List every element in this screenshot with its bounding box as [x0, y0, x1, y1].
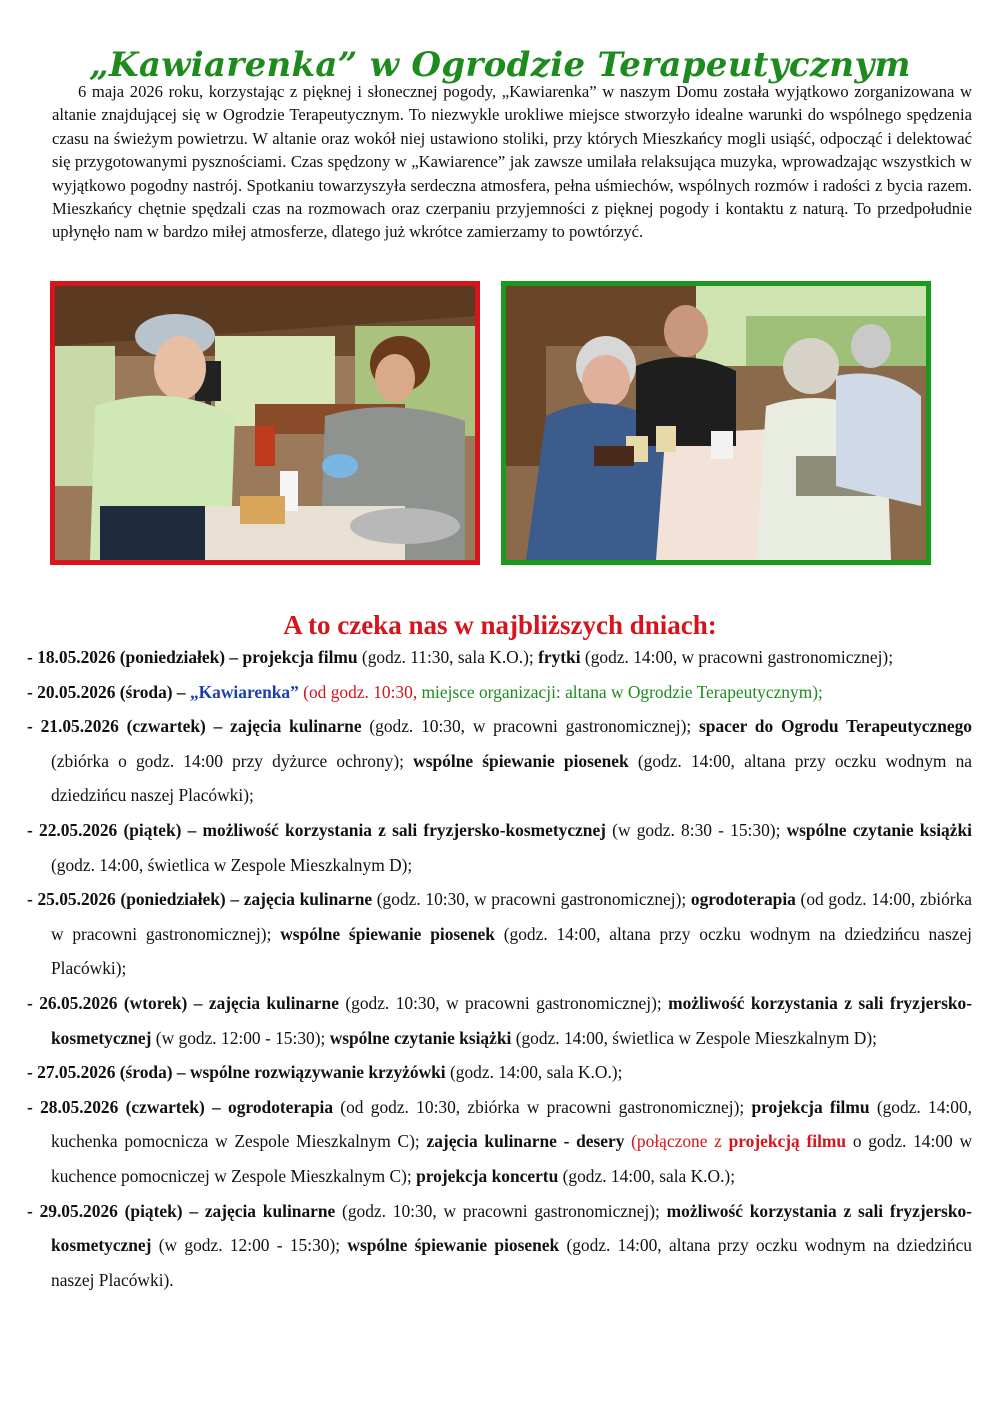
schedule-item	[27, 813, 972, 882]
photo-serving-food	[50, 281, 480, 565]
schedule-text: ogrodoterapia	[690, 889, 796, 910]
schedule-text: (godz. 14:00, świetlica w Zespole Mieszkalnym D);	[511, 1027, 877, 1048]
schedule-text: wspólne śpiewanie piosenek	[347, 1235, 560, 1256]
schedule-text: projekcja koncertu	[416, 1165, 559, 1186]
schedule-text: projekcja filmu	[751, 1096, 870, 1117]
intro-text-block	[52, 80, 972, 244]
schedule-item	[27, 986, 972, 1055]
photo-serving-food-image	[55, 286, 475, 560]
schedule-text: zajęcia kulinarne	[230, 716, 362, 737]
schedule-text: (godz. 14:00, kuchenka pomocnicza w Zespole Mieszkalnym C);	[51, 1096, 973, 1152]
schedule-text: możliwość korzystania z sali fryzjersko-kosmetycznej	[51, 992, 973, 1048]
schedule-date: - 27.05.2026 (środa) –	[27, 1062, 190, 1083]
schedule-text: wspólne rozwiązywanie krzyżówki	[189, 1062, 446, 1083]
schedule-date: - 20.05.2026 (środa) –	[27, 681, 190, 702]
schedule-date: - 29.05.2026 (piątek) –	[27, 1200, 205, 1221]
schedule-text: projekcja filmu	[242, 647, 358, 667]
schedule-item	[27, 709, 972, 813]
schedule-text: wspólne śpiewanie piosenek	[413, 750, 629, 771]
schedule-text: możliwość korzystania z sali fryzjersko-kosmetycznej	[51, 1200, 972, 1256]
schedule-text: (godz. 10:30, w pracowni gastronomicznej);	[335, 1200, 667, 1221]
schedule-text: (godz. 14:00, sala K.O.);	[445, 1062, 623, 1083]
schedule-date: - 25.05.2026 (poniedziałek) –	[27, 889, 244, 910]
schedule-text: (godz. 10:30, w pracowni gastronomicznej);	[372, 889, 691, 910]
schedule-text: (godz. 14:00, altana przy oczku wodnym na dziedzińcu naszej Placówki).	[51, 1235, 972, 1290]
schedule-text: (od godz. 10:30, zbiórka w pracowni gastronomicznej);	[333, 1096, 752, 1117]
schedule-text: (zbiórka o godz. 14:00 przy dyżurce ochrony);	[51, 750, 414, 771]
schedule-text: zajęcia kulinarne	[208, 992, 339, 1013]
schedule-text: możliwość korzystania z sali fryzjersko-kosmetycznej	[202, 819, 606, 840]
schedule-text: (godz. 14:00, świetlica w Zespole Mieszkalnym D);	[51, 854, 413, 875]
schedule-text: (od godz. 10:30,	[298, 681, 422, 702]
schedule-text: o godz. 14:00 w kuchence pomocniczej w Zespole Mieszkalnym C);	[51, 1131, 973, 1186]
schedule-text: (w godz. 8:30 - 15:30);	[605, 819, 787, 840]
schedule-date: - 28.05.2026 (czwartek) –	[27, 1096, 229, 1117]
schedule-item	[27, 1090, 972, 1194]
schedule-text: zajęcia kulinarne	[243, 889, 373, 910]
intro-paragraph: 6 maja 2026 roku, korzystając z pięknej i słonecznej pogody, „Kawiarenka” w naszym Domu została wyjątkowo zorganizowana w altanie znajdującej się w Ogrodzie Terapeutycznym. To niezwykle urokliwe miejsce stworzyło idealne warunki do wspólnego spędzenia czasu na świeżym powietrzu. W altanie oraz wokół niej ustawiono stoliki, przy których Mieszkańcy mogli usiąść, odpocząć i delektować się przygotowanymi pysznościami. Czas spędzony w „Kawiarence” jak zawsze umilała relaksująca muzyka, wprowadzając wszystkich w wyjątkowo pogodny nastrój. Spotkaniu towarzyszyła serdeczna atmosfera, pełna uśmiechów, wspólnych rozmów i radości z bycia razem. Mieszkańcy chętnie spędzali czas na rozmowach oraz czerpaniu przyjemności z pięknej pogody i kontaktu z naturą. To przedpołudnie upłynęło nam w bardzo miłej atmosferze, dlatego już wkrótce zamierzamy to powtórzyć.	[52, 82, 972, 242]
schedule-text: (godz. 14:00, sala K.O.);	[558, 1165, 736, 1186]
schedule-text: projekcją filmu	[728, 1131, 847, 1152]
schedule-text: miejsce organizacji: altana w Ogrodzie Terapeutycznym);	[421, 681, 823, 702]
schedule-text: (godz. 11:30, sala K.O.);	[357, 647, 539, 667]
photo-residents-at-table	[501, 281, 931, 565]
schedule-text: (od godz. 14:00, zbiórka w pracowni gastronomicznej);	[51, 889, 972, 944]
schedule-text: „Kawiarenka”	[189, 681, 299, 702]
schedule-text: (godz. 10:30, w pracowni gastronomicznej);	[361, 716, 700, 737]
schedule-date: - 18.05.2026 (poniedziałek) –	[27, 647, 243, 667]
schedule-text: (połączone z	[624, 1131, 729, 1152]
schedule-date: - 21.05.2026 (czwartek) –	[27, 716, 231, 737]
schedule-text: (godz. 14:00, altana przy oczku wodnym na dziedzińcu naszej Placówki);	[51, 923, 973, 979]
schedule-list	[27, 640, 972, 1297]
schedule-item	[27, 675, 972, 710]
schedule-text: zajęcia kulinarne	[204, 1200, 336, 1221]
schedule-item	[27, 882, 972, 986]
schedule-text: (godz. 10:30, w pracowni gastronomicznej);	[338, 992, 669, 1013]
schedule-date: - 22.05.2026 (piątek) –	[27, 819, 203, 840]
schedule-text: zajęcia kulinarne - desery	[426, 1131, 625, 1152]
schedule-item	[27, 640, 972, 675]
schedule-text: ogrodoterapia	[228, 1096, 334, 1117]
schedule-text: frytki	[538, 647, 581, 667]
schedule-text: (godz. 14:00, w pracowni gastronomicznej);	[580, 647, 894, 667]
schedule-text: wspólne czytanie książki	[786, 819, 972, 840]
schedule-item	[27, 1194, 972, 1298]
photo-residents-at-table-image	[506, 286, 926, 560]
upcoming-events-heading: A to czeka nas w najbliższych dniach:	[283, 610, 717, 641]
page-title: „Kawiarenka” w Ogrodzie Terapeutycznym	[89, 44, 911, 85]
schedule-text: (w godz. 12:00 - 15:30);	[151, 1235, 348, 1256]
schedule-text: wspólne śpiewanie piosenek	[280, 923, 495, 944]
schedule-text: (w godz. 12:00 - 15:30);	[151, 1027, 330, 1048]
schedule-text: (godz. 14:00, altana przy oczku wodnym na dziedzińcu naszej Placówki);	[51, 750, 972, 806]
schedule-text: wspólne czytanie książki	[329, 1027, 512, 1048]
schedule-date: - 26.05.2026 (wtorek) –	[27, 992, 209, 1013]
schedule-item	[27, 1055, 972, 1090]
schedule-text: spacer do Ogrodu Terapeutycznego	[699, 716, 972, 737]
